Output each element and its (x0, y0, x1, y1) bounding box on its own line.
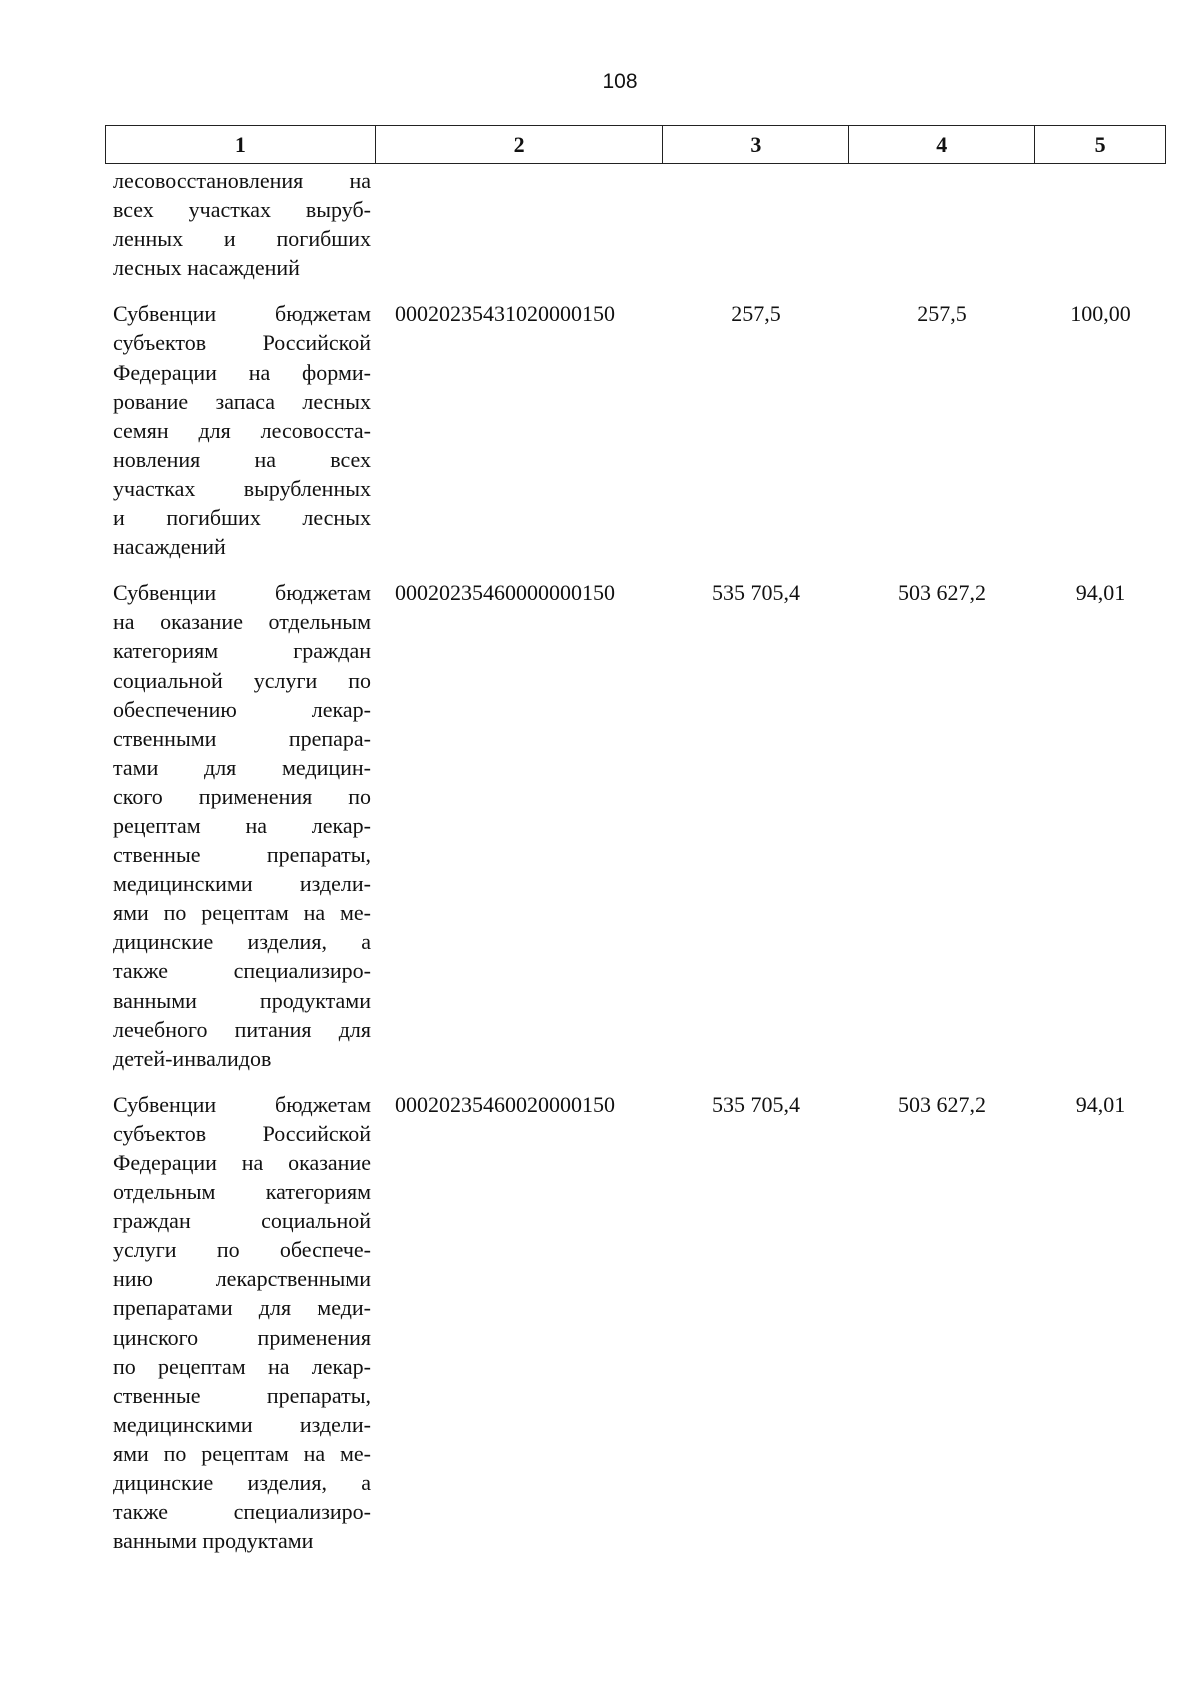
description-line: Федерации на оказание (113, 1150, 371, 1175)
table-row (105, 166, 1166, 282)
description-line: препаратами для меди- (113, 1295, 371, 1321)
description-line: по рецептам на лекар- (113, 1353, 371, 1379)
execution-percent (1035, 166, 1166, 282)
description-line: цинского применения (113, 1324, 371, 1350)
description-line: Субвенции бюджетам (113, 1091, 371, 1117)
column-header-2: 2 (376, 126, 664, 163)
budget-classification-code: 00020235460000000150 (395, 580, 615, 606)
planned-amount (663, 166, 849, 282)
description-line: медицинскими издели- (113, 1411, 371, 1437)
description-line: участках вырубленных (113, 475, 371, 501)
description-line: рецептам на лекар- (113, 812, 371, 838)
row-description (105, 1090, 375, 1556)
description-line: нию лекарственными (113, 1266, 371, 1292)
column-header-3: 3 (663, 126, 849, 163)
description-line: ственными препара- (113, 725, 371, 751)
description-line: ями по рецептам на ме- (113, 1440, 371, 1466)
budget-table (105, 125, 1166, 1572)
execution-percent: 94,01 (1075, 1091, 1126, 1117)
executed-amount (849, 166, 1035, 282)
budget-classification-code: 00020235431020000150 (395, 301, 615, 327)
description-line: ского применения по (113, 783, 371, 809)
description-line: ленных и погибших (113, 226, 371, 252)
description-line: Субвенции бюджетам (113, 301, 371, 327)
table-body (105, 166, 1166, 1555)
description-line: детей-инвалидов (113, 1045, 272, 1071)
description-line: ванными продуктами (113, 987, 371, 1013)
row-description (105, 578, 375, 1073)
description-line: субъектов Российской (113, 1120, 371, 1146)
description-line: ственные препараты, (113, 1382, 371, 1408)
planned-amount: 257,5 (731, 301, 781, 327)
description-line: граждан социальной (113, 1208, 371, 1234)
column-header-1: 1 (106, 126, 376, 163)
executed-amount: 503 627,2 (898, 1091, 986, 1117)
planned-amount: 535 705,4 (712, 1091, 800, 1117)
description-line: ственные препараты, (113, 842, 371, 868)
description-line: отдельным категориям (113, 1179, 371, 1205)
description-line: услуги по обеспече- (113, 1237, 371, 1263)
description-line: обеспечению лекар- (113, 696, 371, 722)
execution-percent: 100,00 (1070, 301, 1131, 327)
description-line: и погибших лесных (113, 505, 371, 531)
description-line: лечебного питания для (113, 1016, 371, 1042)
budget-classification-code: 00020235460020000150 (395, 1091, 615, 1117)
description-line: Субвенции бюджетам (113, 580, 371, 606)
description-line: дицинские изделия, а (113, 1470, 371, 1496)
planned-amount: 535 705,4 (712, 580, 800, 606)
description-line: лесных насаждений (113, 255, 300, 281)
description-line: медицинскими издели- (113, 871, 371, 897)
description-line: тами для медицин- (113, 754, 371, 780)
description-line: также специализиро- (113, 1499, 371, 1525)
budget-classification-code (375, 166, 663, 282)
table-row (105, 1090, 1166, 1556)
description-line: также специализиро- (113, 958, 371, 984)
description-line: всех участках выруб- (113, 197, 371, 223)
description-line: новления на всех (113, 446, 371, 472)
description-line: семян для лесовосста- (113, 417, 371, 443)
description-line: субъектов Российской (113, 330, 371, 356)
column-header-4: 4 (849, 126, 1035, 163)
row-description (105, 166, 375, 282)
row-description (105, 299, 375, 561)
page-number: 108 (602, 70, 638, 93)
executed-amount: 257,5 (917, 301, 967, 327)
description-line: лесовосстановления на (113, 168, 371, 193)
description-line: насаждений (113, 534, 226, 560)
description-line: категориям граждан (113, 638, 371, 664)
description-line: социальной услуги по (113, 667, 371, 693)
description-line: на оказание отдельным (113, 609, 371, 635)
description-line: ями по рецептам на ме- (113, 900, 371, 926)
executed-amount: 503 627,2 (898, 580, 986, 606)
description-line: дицинские изделия, а (113, 929, 371, 955)
table-header-row (105, 125, 1166, 164)
column-header-5: 5 (1035, 126, 1166, 163)
table-row (105, 578, 1166, 1073)
description-line: ванными продуктами (113, 1528, 314, 1554)
execution-percent: 94,01 (1075, 580, 1126, 606)
description-line: Федерации на форми- (113, 359, 371, 385)
table-row (105, 299, 1166, 561)
description-line: рование запаса лесных (113, 388, 371, 414)
